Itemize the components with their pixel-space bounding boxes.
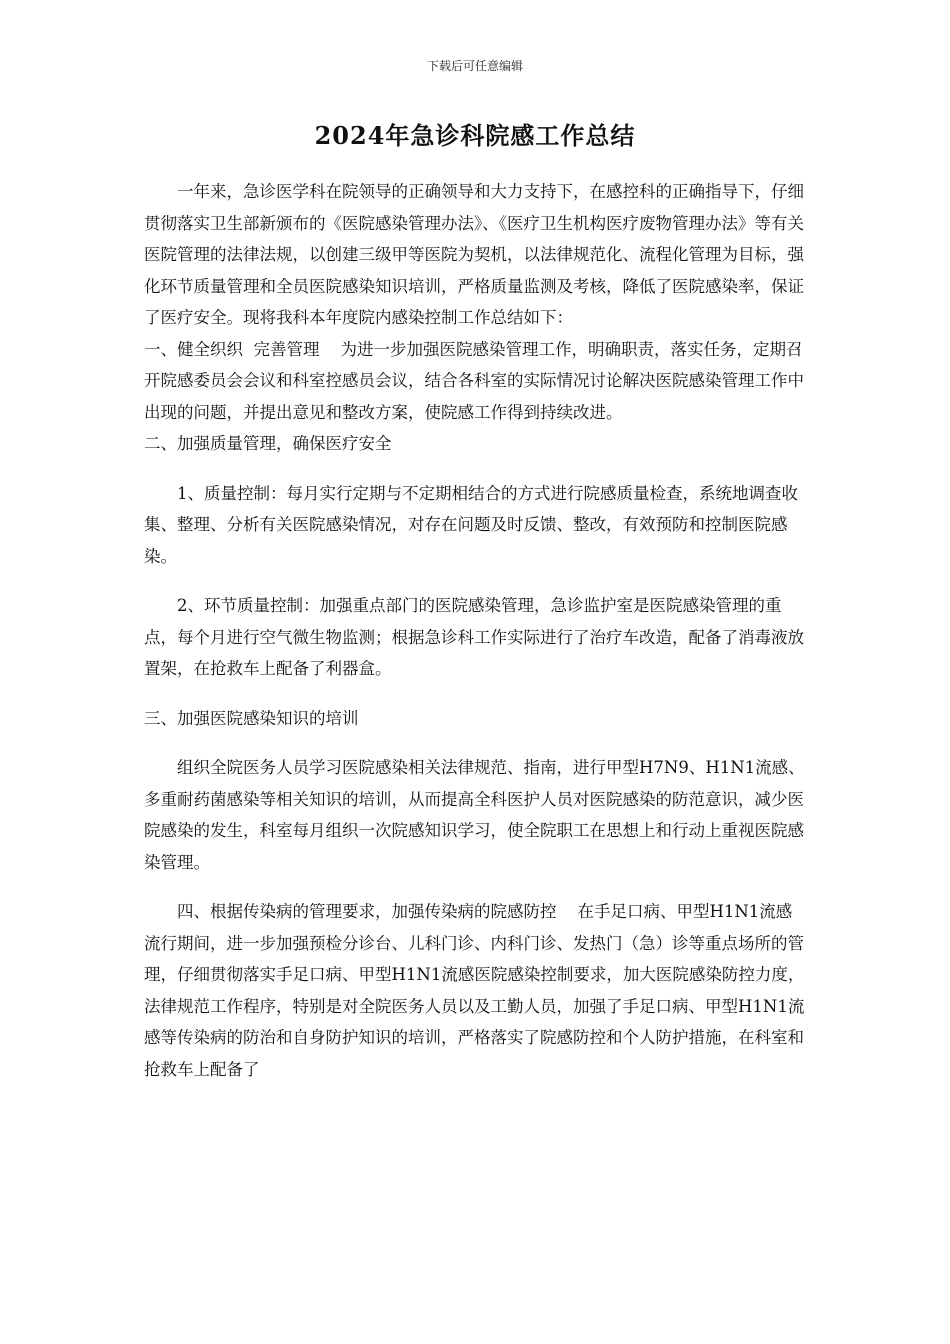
section-1-paragraph: 一、健全织织 完善管理 为进一步加强医院感染管理工作，明确职责，落实任务，定期召开院感委员会会议和科室控感员会议，结合各科室的实际情况讨论解决医院感染管理工作中出现的问题，并提出意见和整改方案，使院感工作得到持续改进。: [144, 339, 804, 422]
document-body: [144, 176, 808, 1085]
section-3-paragraph: 组织全院医务人员学习医院感染相关法律规范、指南，进行甲型H7N9、H1N1流感、多重耐药菌感染等相关知识的培训，从而提高全科医护人员对医院感染的防范意识，减少医院感染的发生，科室每月组织一次院感知识学习，使全院职工在思想上和行动上重视医院感染管理。: [144, 758, 805, 872]
section-4-paragraph: 四、根据传染病的管理要求，加强传染病的院感防控 在手足口病、甲型H1N1流感流行期间，进一步加强预检分诊台、儿科门诊、内科门诊、发热门（急）诊等重点场所的管理，仔细贯彻落实手足口病、甲型H1N1流感医院感染控制要求，加大医院感染防控力度，法律规范工作程序，特别是对全院医务人员以及工勤人员，加强了手足口病、甲型H1N1流感等传染病的防治和自身防护知识的培训，严格落实了院感防控和个人防护措施，在科室和抢救车上配备了: [144, 902, 805, 1079]
document-title: 2024年急诊科院感工作总结: [314, 121, 636, 150]
item-1-paragraph: 1、质量控制：每月实行定期与不定期相结合的方式进行院感质量检查，系统地调查收集、整理、分析有关医院感染情况，对存在问题及时反馈、整改，有效预防和控制医院感染。: [144, 483, 798, 566]
intro-paragraph: 一年来，急诊医学科在院领导的正确领导和大力支持下，在感控科的正确指导下，仔细贯彻落实卫生部新颁布的《医院感染管理办法》、《医疗卫生机构医疗废物管理办法》等有关医院管理的法律法规，以创建三级甲等医院为契机，以法律规范化、流程化管理为目标，强化环节质量管理和全员医院感染知识培训，严格质量监测及考核，降低了医院感染率，保证了医疗安全。现将我科本年度院内感染控制工作总结如下：: [144, 182, 804, 327]
section-3-heading: 三、加强医院感染知识的培训: [144, 708, 359, 728]
header-note: 下载后可任意编辑: [426, 59, 523, 73]
item-2-paragraph: 2、环节质量控制：加强重点部门的医院感染管理，急诊监护室是医院感染管理的重点，每个月进行空气微生物监测；根据急诊科工作实际进行了治疗车改造，配备了消毒液放置架，在抢救车上配备了利器盒。: [144, 596, 804, 678]
section-2-heading: 二、加强质量管理，确保医疗安全: [144, 434, 392, 453]
